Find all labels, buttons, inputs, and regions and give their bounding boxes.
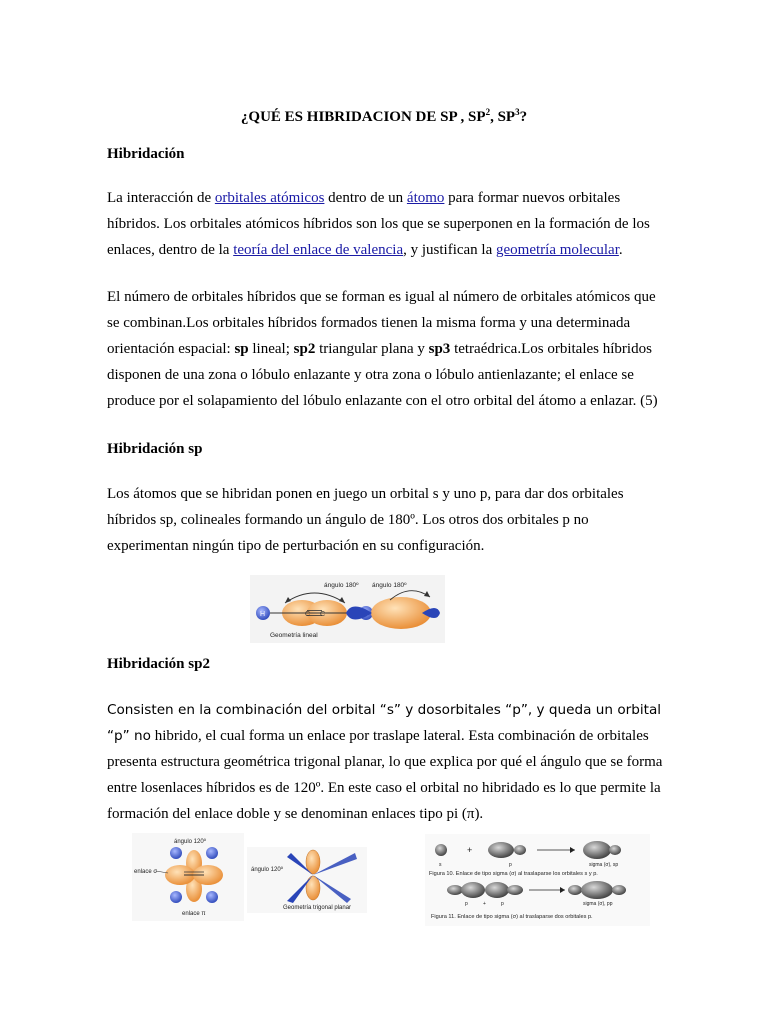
fig11-label-sigma: sigma (σ), pp	[583, 901, 613, 907]
link-geometria-molecular[interactable]: geometría molecular	[496, 242, 619, 258]
atom-label-c1: C	[305, 611, 311, 618]
fig10-label-s: s	[439, 862, 442, 868]
figure-sp2-trigonal	[247, 847, 367, 913]
heading-hibridacion-sp2: Hibridación sp2	[107, 656, 210, 672]
figure-sp2-ethene	[132, 833, 244, 921]
document-title: ¿QUÉ ES HIBRIDACION DE SP , $SP^2$, $SP^3$?	[240, 107, 528, 125]
atom-label-h1: H	[260, 611, 266, 618]
figure10-caption: Figura 10. Enlace de tipo sigma (σ) al traslaparse los orbitales s y p.	[429, 871, 598, 877]
caption-geometria-lineal: Geometría lineal	[270, 632, 318, 639]
fig10-label-sigma: sigma (σ), sp	[589, 862, 619, 868]
fig11-label-p1: p	[465, 901, 468, 907]
figure-sp-linear	[250, 575, 445, 643]
figure-sigma-bonds	[425, 834, 650, 926]
link-orbitales-atomicos[interactable]: orbitales atómicos	[214, 190, 325, 206]
heading-hibridacion-sp: Hibridación sp	[107, 441, 203, 457]
heading-hibridacion: Hibridación	[107, 146, 185, 162]
link-teoria-enlace-valencia[interactable]: teoría del enlace de valencia	[233, 242, 404, 258]
paragraph-intro: La interacción de orbitales atómicos dentro de un átomo para formar nuevos orbitales híbridos. Los orbitales atómicos híbridos son los que se superponen en la formación de los enlaces, dentro de la teoría del enlace de valencia, y justifican la geometría molecular.	[107, 190, 650, 258]
caption-geometria-trigonal: Geometría trigonal planar	[283, 905, 352, 911]
angle-label-180-a: ángulo 180º	[324, 582, 359, 589]
paragraph-sp: Los átomos que se hibridan ponen en juego un orbital s y uno p, para dar dos orbitales híbridos sp, colineales formando un ángulo de 180º. Los otros dos orbitales p no experimentan ningún tipo de perturbación en su configuración.	[107, 486, 624, 554]
paragraph-numero-orbitales: El número de orbitales híbridos que se forman es igual al número de orbitales atómicos que se combinan.Los orbitales híbridos formados tienen la misma forma y una determinada orientación espacial: sp lineal; sp2 triangular plana y sp3 tetraédrica.Los orbitales híbridos disponen de una zona o lóbulo enlazante y otra zona o lóbulo antienlazante; el enlace se produce por el solapamiento del lóbulo enlazante con el otro orbital del átomo a enlazar. (5)	[107, 289, 658, 409]
label-enlace-pi: enlace π	[182, 911, 206, 917]
angle-label-180-b: ángulo 180º	[372, 582, 407, 589]
fig11-label-p2: p	[501, 901, 504, 907]
fig10-label-p: p	[509, 862, 512, 868]
fig10-plus: +	[467, 845, 473, 855]
angle-label-120-left: ángulo 120º	[174, 839, 206, 845]
paragraph-sp2: Consisten en la combinación del orbital “s” y dosorbitales “p”, y queda un orbital “p” no hibrido, el cual forma un enlace por traslape lateral. Esta combinación de orbitales presenta estructura geométrica trigonal planar, lo que explica por qué el ángulo que se forma entre losenlaces híbridos es de 120º. En este caso el orbital no hibridado es lo que permite la formación del enlace doble y se denominan enlaces tipo pi (π).	[107, 702, 663, 822]
fig11-label-plus: +	[483, 901, 486, 907]
atom-label-c2: C	[320, 611, 326, 618]
link-atomo[interactable]: átomo	[406, 190, 445, 206]
figure11-caption: Figura 11. Enlace de tipo sigma (σ) al traslaparse dos orbitales p.	[431, 914, 593, 920]
label-enlace-sigma: enlace σ	[134, 869, 158, 875]
angle-label-120-mid: ángulo 120º	[251, 867, 283, 873]
